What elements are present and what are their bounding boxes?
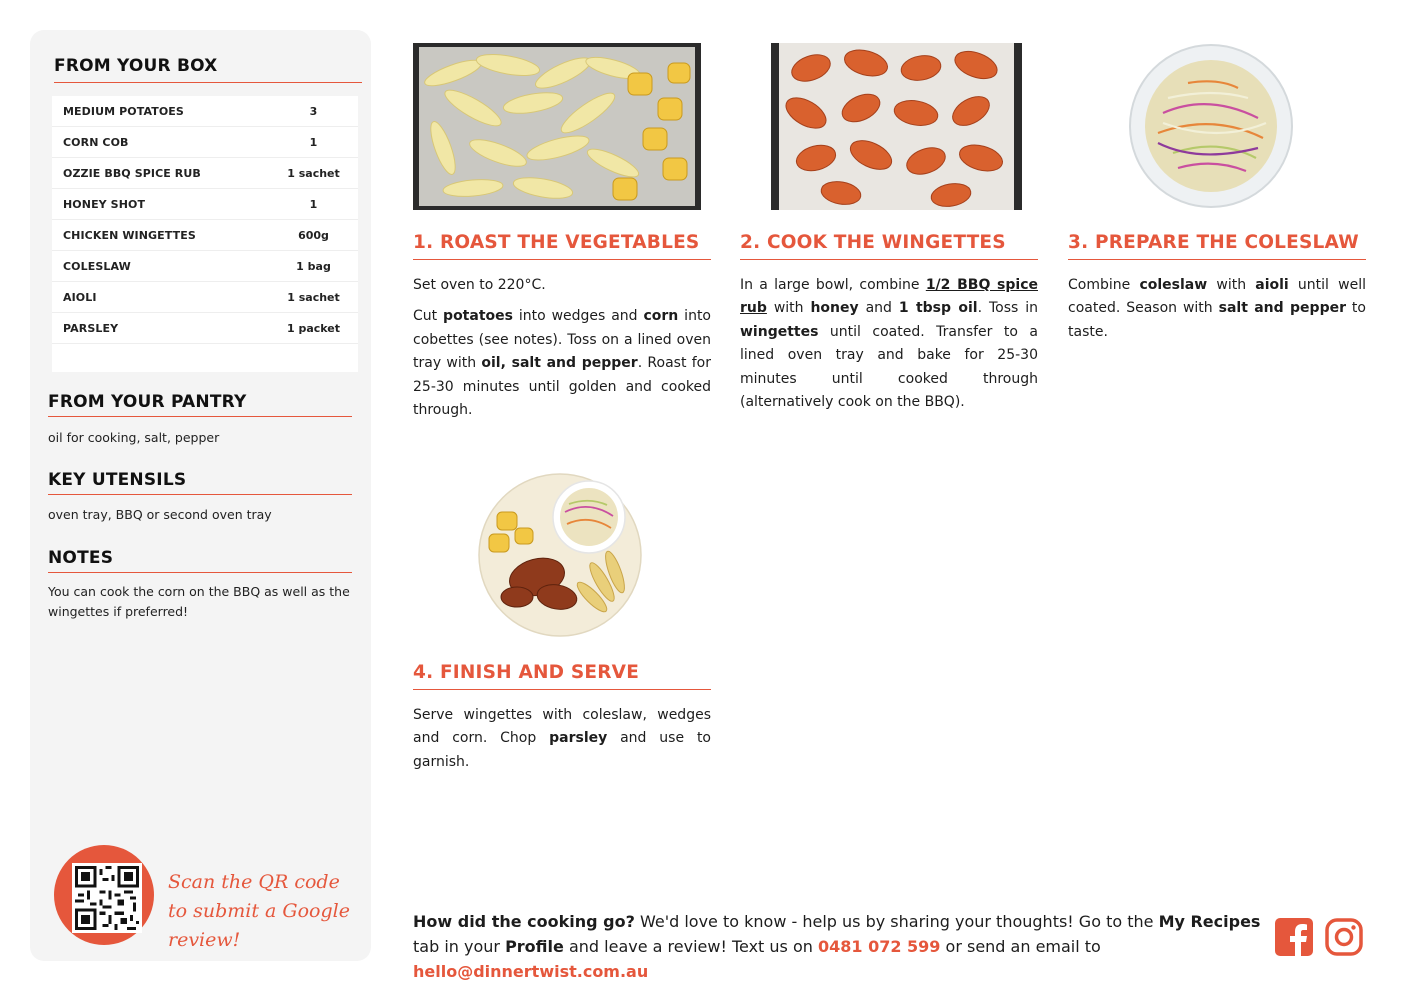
step-2-text: In a large bowl, combine 1/2 BBQ spice rub with honey and 1 tbsp oil. Toss in wingettes until coated. Transfer to a lined oven tray and bake for 25-30 minutes until cooked through (alternatively cook on the BBQ). [740, 277, 1038, 411]
step-3-title: 3. PREPARE THE COLESLAW [1068, 232, 1366, 260]
ingredient-name: CHICKEN WINGETTES [63, 228, 196, 242]
from-your-box-title: FROM YOUR BOX [54, 56, 362, 83]
step-4-text: Serve wingettes with coleslaw, wedges and corn. Chop parsley and use to garnish. [413, 707, 711, 770]
ingredient-name: CORN COB [63, 135, 129, 149]
instagram-icon[interactable] [1325, 918, 1363, 956]
phone-link[interactable]: 0481 072 599 [817, 937, 941, 956]
table-row [52, 251, 358, 282]
pantry-title: FROM YOUR PANTRY [48, 392, 352, 417]
ingredient-qty: 1 packet [286, 321, 341, 335]
facebook-icon[interactable] [1275, 918, 1313, 956]
ingredient-name: OZZIE BBQ SPICE RUB [63, 166, 201, 180]
coleslaw-bowl-photo [1128, 43, 1294, 209]
table-row [52, 158, 358, 189]
step-2-title: 2. COOK THE WINGETTES [740, 232, 1038, 260]
ingredient-qty: 3 [309, 104, 318, 118]
notes-title: NOTES [48, 548, 352, 573]
ingredient-qty: 1 [309, 135, 318, 149]
utensils-text: oven tray, BBQ or second oven tray [48, 507, 272, 522]
ingredient-name: PARSLEY [63, 321, 119, 335]
ingredient-name: COLESLAW [63, 259, 131, 273]
review-prompt: How did the cooking go? We'd love to know - help us by sharing your thoughts! Go to the My Recipes tab in your Profile and leave a review! Text us on 0481 072 599 or send an email to hello@dinnertwist.com.au [413, 912, 1261, 981]
utensils-title: KEY UTENSILS [48, 470, 352, 495]
table-row [52, 189, 358, 220]
table-row [52, 220, 358, 251]
step-1-text-1: Set oven to 220°C. [413, 277, 546, 293]
qr-caption: Scan the QR code to submit a Google review! [168, 871, 350, 951]
ingredient-qty: 1 sachet [287, 166, 340, 180]
finished-plate-photo [477, 472, 643, 638]
ingredient-qty: 600g [298, 228, 329, 242]
ingredient-name: MEDIUM POTATOES [63, 104, 184, 118]
ingredient-qty: 1 bag [296, 259, 331, 273]
step-3-body [1068, 274, 1366, 352]
cook-wingettes-photo [771, 43, 1022, 210]
step-1-body [413, 274, 711, 430]
step-1-title: 1. ROAST THE VEGETABLES [413, 232, 711, 260]
email-link[interactable]: hello@dinnertwist.com.au [413, 962, 649, 981]
sidebar [30, 30, 371, 961]
ingredient-qty: 1 sachet [287, 290, 340, 304]
ingredient-name: AIOLI [63, 290, 97, 304]
step-2-body [740, 274, 1038, 422]
qr-badge [54, 845, 154, 945]
step-3-text: Combine coleslaw with aioli until well coated. Season with salt and pepper to taste. [1068, 277, 1366, 340]
table-row [52, 282, 358, 313]
table-row [52, 313, 358, 344]
step-4-title: 4. FINISH AND SERVE [413, 662, 711, 690]
roast-vegetables-photo [413, 43, 701, 210]
notes-text: You can cook the corn on the BBQ as well as the wingettes if preferred! [48, 584, 350, 619]
table-row [52, 127, 358, 158]
ingredient-qty: 1 [309, 197, 318, 211]
pantry-text: oil for cooking, salt, pepper [48, 430, 220, 445]
ingredient-name: HONEY SHOT [63, 197, 146, 211]
ingredients-table [52, 96, 358, 372]
qr-code[interactable] [72, 863, 142, 933]
table-row [52, 96, 358, 127]
step-1-text-2: Cut potatoes into wedges and corn into cobettes (see notes). Toss on a lined oven tray with oil, salt and pepper. Roast for 25-30 minutes until golden and cooked through. [413, 308, 711, 419]
step-4-body [413, 704, 711, 782]
